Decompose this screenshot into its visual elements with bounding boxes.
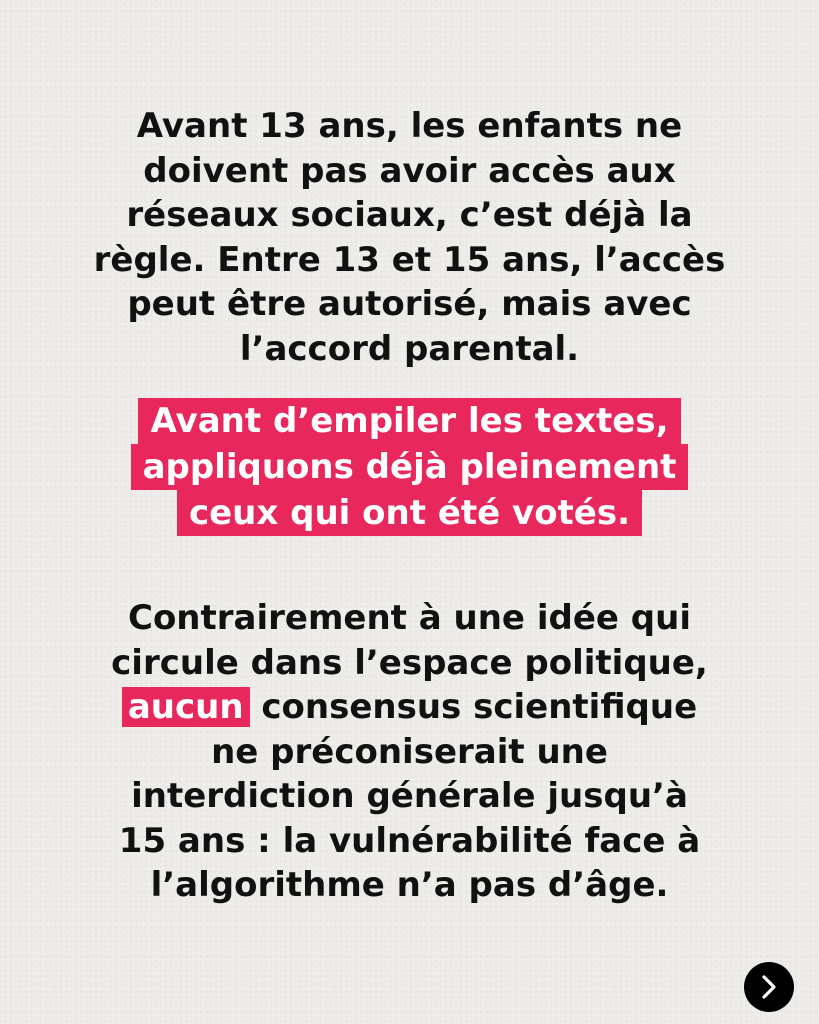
intro-line: réseaux sociaux, c’est déjà la — [126, 195, 693, 235]
intro-line: peut être autorisé, mais avec — [127, 284, 692, 324]
highlight-line: Avant d’empiler les textes, — [138, 398, 680, 444]
intro-line: Avant 13 ans, les enfants ne — [136, 106, 683, 146]
science-line: Contrairement à une idée qui — [128, 598, 691, 638]
science-line: 15 ans : la vulnérabilité face à — [118, 820, 701, 861]
intro-line: règle. Entre 13 et 15 ans, l’accès — [93, 239, 726, 280]
intro-paragraph — [0, 104, 819, 371]
next-button[interactable] — [744, 962, 794, 1012]
science-paragraph — [0, 596, 819, 908]
science-line: interdiction générale jusqu’à — [131, 776, 688, 816]
science-line: circule dans l’espace politique, — [111, 642, 708, 683]
highlighted-word: aucun — [122, 687, 250, 727]
science-line — [0, 685, 819, 730]
highlight-quote — [0, 398, 819, 536]
science-line-rest: consensus scientifique — [249, 687, 698, 727]
highlight-line: appliquons déjà pleinement — [131, 444, 689, 490]
science-line: l’algorithme n’a pas d’âge. — [150, 865, 669, 905]
intro-line: doivent pas avoir accès aux — [143, 150, 676, 191]
intro-line: l’accord parental. — [239, 328, 580, 369]
highlight-line: ceux qui ont été votés. — [177, 490, 642, 536]
chevron-right-icon — [758, 974, 780, 1000]
science-line: ne préconiserait une — [211, 731, 608, 772]
